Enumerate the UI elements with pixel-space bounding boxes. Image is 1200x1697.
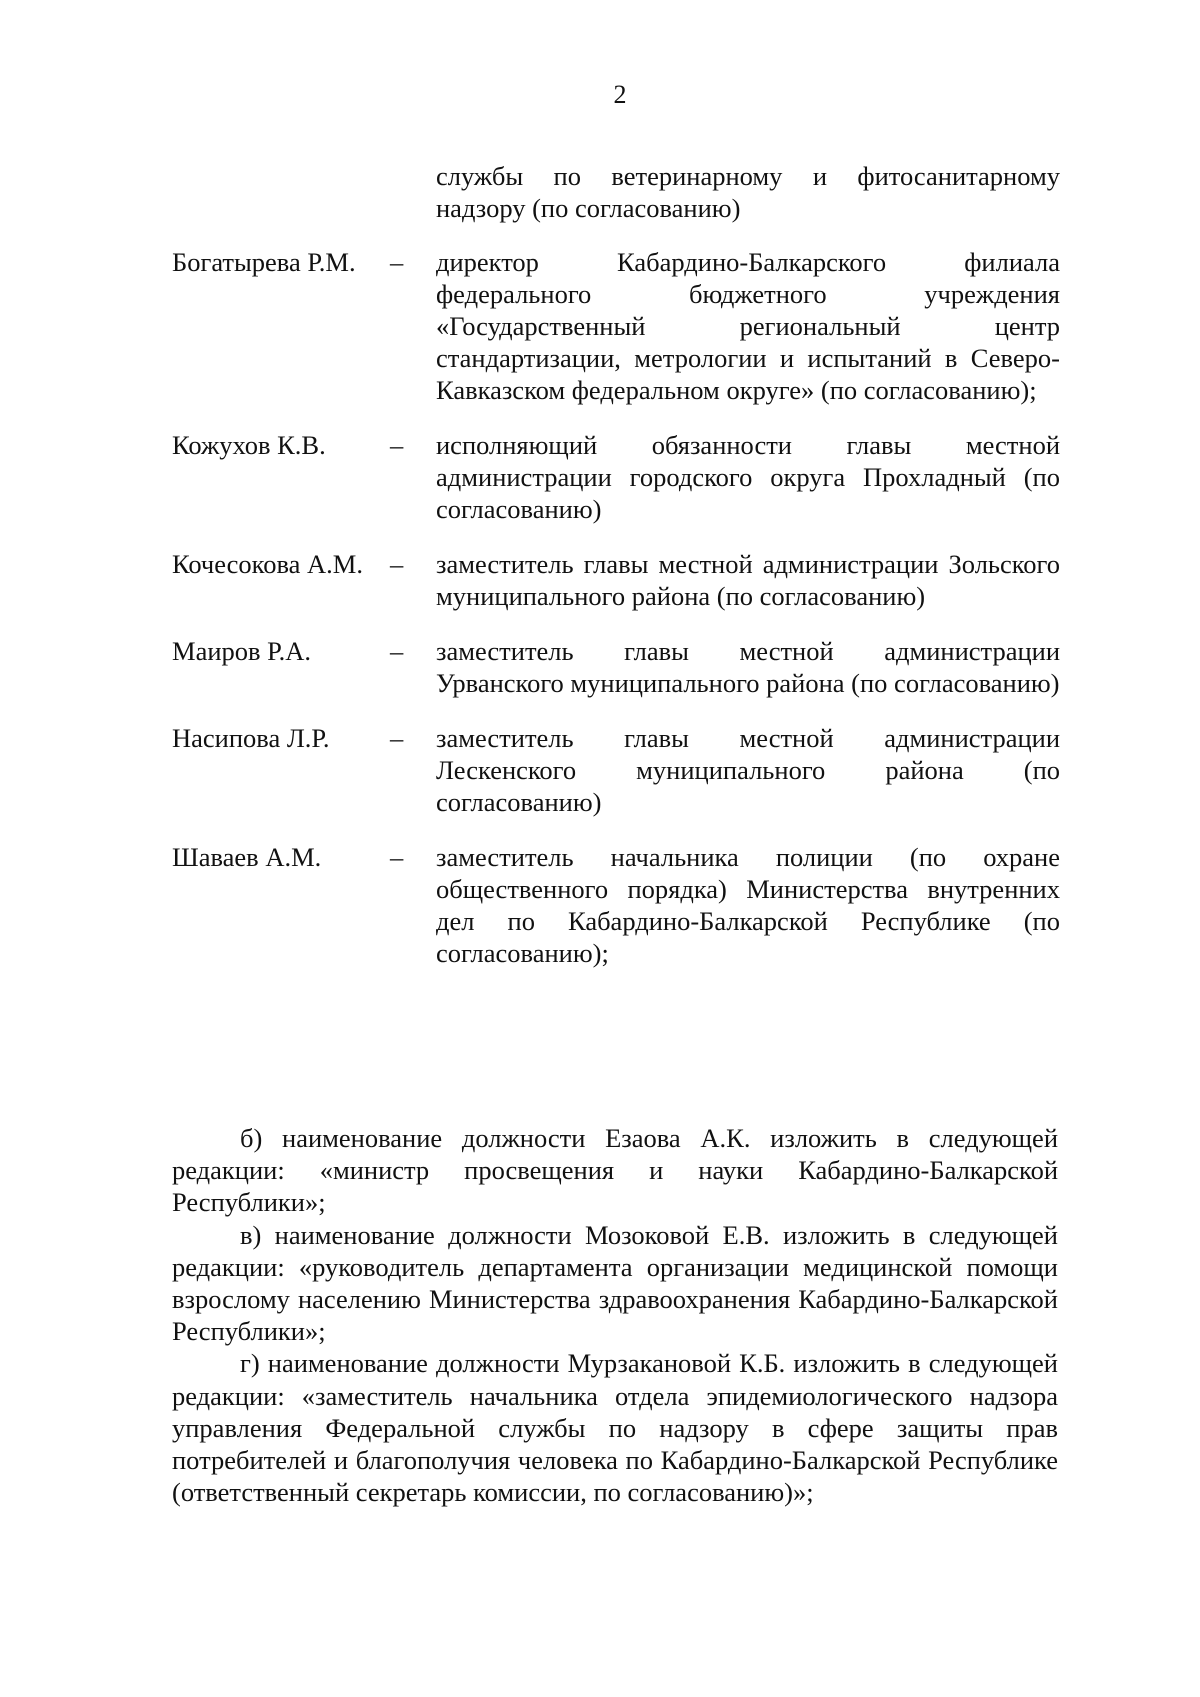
member-entry [172, 246, 1060, 406]
member-name: Шаваев А.М. [172, 842, 322, 872]
member-name: Богатырева Р.М. [172, 247, 356, 277]
member-description: заместитель главы местной администрации Урванского муниципального района (по согласованию) [436, 636, 1060, 698]
member-description: службы по ветеринарному и фитосанитарному надзору (по согласованию) [436, 161, 1060, 223]
amendment-paragraph: б) наименование должности Езаова А.К. изложить в следующей редакции: «министр просвещения и науки Кабардино-Балкарской Республики»; [172, 1123, 1058, 1218]
dash-separator: – [390, 723, 404, 753]
dash-separator: – [390, 636, 404, 666]
member-description: заместитель главы местной администрации Лескенского муниципального района (по согласованию) [436, 723, 1060, 817]
member-description: исполняющий обязанности главы местной администрации городского округа Прохладный (по согласованию) [436, 430, 1060, 524]
amendment-paragraph: г) наименование должности Мурзакановой К.Б. изложить в следующей редакции: «заместитель начальника отдела эпидемиологического надзора управления Федеральной службы по надзору в сфере защиты прав потребителей и благополучия человека по Кабардино-Балкарской Республике (ответственный секретарь комиссии, по согласованию)»; [172, 1348, 1058, 1508]
member-list [172, 160, 1060, 992]
member-name: Кочесокова А.М. [172, 549, 363, 579]
member-name: Маиров Р.А. [172, 636, 311, 666]
member-entry [172, 429, 1060, 525]
member-entry-continuation [172, 160, 1060, 224]
member-entry [172, 548, 1060, 612]
member-description: заместитель главы местной администрации Зольского муниципального района (по согласованию) [436, 549, 1060, 611]
member-entry [172, 841, 1060, 969]
amendment-paragraphs [172, 1122, 1058, 1508]
amendment-paragraph: в) наименование должности Мозоковой Е.В. изложить в следующей редакции: «руководитель департамента организации медицинской помощи взрослому населению Министерства здравоохранения Кабардино-Балкарской Республики»; [172, 1219, 1058, 1347]
dash-separator: – [390, 549, 404, 579]
member-description: директор Кабардино-Балкарского филиала федерального бюджетного учреждения «Государственный региональный центр стандартизации, метрологии и испытаний в Северо-Кавказском федеральном округе» (по согласованию); [436, 247, 1060, 405]
dash-separator: – [390, 842, 404, 872]
page-number-text: 2 [613, 80, 627, 109]
dash-separator: – [390, 247, 404, 277]
member-entry [172, 722, 1060, 818]
member-name: Насипова Л.Р. [172, 723, 330, 753]
member-entry [172, 635, 1060, 699]
page-number [0, 80, 1200, 110]
member-name: Кожухов К.В. [172, 430, 326, 460]
dash-separator: – [390, 430, 404, 460]
member-description: заместитель начальника полиции (по охране общественного порядка) Министерства внутренних дел по Кабардино-Балкарской Республике (по согласованию); [436, 842, 1060, 968]
